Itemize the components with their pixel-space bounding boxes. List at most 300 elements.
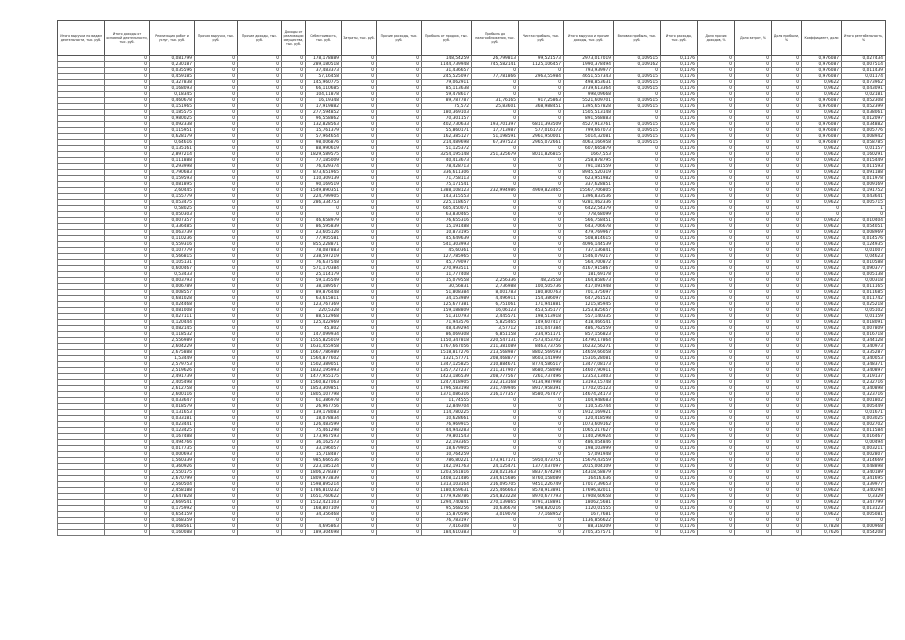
table-cell[interactable]: 23,605126 [306, 230, 342, 236]
table-cell[interactable]: 0,1176 [661, 122, 698, 128]
table-cell[interactable]: 51,310793 [422, 314, 472, 320]
table-cell[interactable]: 0,9622 [802, 434, 842, 440]
table-cell[interactable]: 0,232716 [842, 380, 886, 386]
table-cell[interactable]: 71,943576 [422, 320, 472, 326]
table-cell[interactable]: 0 [238, 314, 282, 320]
table-cell[interactable]: 0 [377, 104, 422, 110]
column-header[interactable]: Доля прибыли, % [772, 21, 802, 56]
table-cell[interactable]: 453,535177 [519, 308, 564, 314]
table-cell[interactable]: 0 [698, 422, 735, 428]
table-cell[interactable]: 0 [735, 458, 772, 464]
table-cell[interactable]: 0 [377, 284, 422, 290]
table-cell[interactable]: 88,512968 [306, 314, 342, 320]
table-cell[interactable]: 0 [802, 212, 842, 218]
column-header[interactable]: Доля прочих доходов, % [698, 21, 735, 56]
table-cell[interactable]: 0,9622 [802, 464, 842, 470]
table-cell[interactable]: 0 [342, 110, 377, 116]
table-cell[interactable]: 0 [377, 122, 422, 128]
table-cell[interactable]: 0,230187 [150, 62, 195, 68]
table-cell[interactable]: 0 [282, 254, 306, 260]
table-cell[interactable]: 0 [282, 74, 306, 80]
table-cell[interactable]: 0,327838 [150, 80, 195, 86]
table-cell[interactable]: 0 [614, 446, 661, 452]
table-cell[interactable]: 0 [614, 392, 661, 398]
table-cell[interactable]: 89,876448 [306, 290, 342, 296]
table-cell[interactable]: 0 [472, 68, 519, 74]
table-cell[interactable]: 0 [105, 212, 150, 218]
table-cell[interactable]: 0 [282, 200, 306, 206]
table-cell[interactable]: 0,9622 [802, 194, 842, 200]
table-cell[interactable]: 2,256336 [472, 278, 519, 284]
table-cell[interactable]: 0,9622 [802, 500, 842, 506]
table-cell[interactable]: 0 [195, 512, 238, 518]
table-cell[interactable]: 238,597219 [306, 254, 342, 260]
table-cell[interactable]: 0,1176 [661, 308, 698, 314]
table-cell[interactable]: 0 [772, 218, 802, 224]
table-cell[interactable]: 0 [195, 212, 238, 218]
table-cell[interactable]: 0 [238, 410, 282, 416]
table-cell[interactable]: 228,021363 [472, 470, 519, 476]
table-cell[interactable]: 1125,106457 [519, 62, 564, 68]
table-cell[interactable]: 0 [735, 206, 772, 212]
table-cell[interactable]: 0,9622 [802, 398, 842, 404]
table-cell[interactable]: 0 [698, 398, 735, 404]
table-cell[interactable]: 0 [238, 398, 282, 404]
table-cell[interactable]: 45,802 [306, 326, 342, 332]
table-cell[interactable]: 0,091188 [842, 170, 886, 176]
table-cell[interactable]: 0 [735, 128, 772, 134]
table-cell[interactable]: 120,418598 [564, 416, 614, 422]
table-cell[interactable]: 0,01174 [842, 74, 886, 80]
table-cell[interactable]: 0 [614, 218, 661, 224]
table-cell[interactable]: 0 [238, 446, 282, 452]
table-cell[interactable]: 0,1176 [661, 248, 698, 254]
table-cell[interactable]: 17017,39653 [564, 482, 614, 488]
table-cell[interactable]: 15567,706805 [564, 188, 614, 194]
table-cell[interactable]: 0 [772, 248, 802, 254]
table-cell[interactable]: 213,568987 [472, 350, 519, 356]
table-cell[interactable]: 0 [472, 194, 519, 200]
table-cell[interactable]: 10,628661 [422, 416, 472, 422]
table-cell[interactable]: 211,317907 [472, 368, 519, 374]
table-cell[interactable]: 1065,217627 [564, 428, 614, 434]
table-cell[interactable]: 486,762559 [564, 326, 614, 332]
table-cell[interactable]: 2,556989 [150, 338, 195, 344]
table-cell[interactable]: 0 [105, 194, 150, 200]
table-cell[interactable]: 0,1176 [661, 488, 698, 494]
table-cell[interactable]: 0 [472, 446, 519, 452]
table-cell[interactable]: 0 [519, 248, 564, 254]
table-cell[interactable]: 0 [377, 290, 422, 296]
table-cell[interactable]: 173,917171 [472, 458, 519, 464]
table-cell[interactable]: 0 [105, 506, 150, 512]
table-cell[interactable]: 1505,513148 [564, 110, 614, 116]
table-cell[interactable]: 0 [377, 500, 422, 506]
table-cell[interactable]: 0,976087 [802, 128, 842, 134]
table-cell[interactable]: 0 [195, 194, 238, 200]
table-cell[interactable]: 0 [306, 518, 342, 524]
table-cell[interactable]: 0 [377, 182, 422, 188]
table-cell[interactable]: 0,348371 [842, 362, 886, 368]
table-cell[interactable]: 0 [238, 476, 282, 482]
table-cell[interactable]: 0,1176 [661, 134, 698, 140]
table-cell[interactable]: 0 [105, 374, 150, 380]
table-cell[interactable]: 0 [195, 92, 238, 98]
table-cell[interactable]: 0 [195, 500, 238, 506]
table-cell[interactable]: 0,9622 [802, 494, 842, 500]
table-cell[interactable]: 0,02181 [842, 92, 886, 98]
table-cell[interactable]: 0,654159 [150, 512, 195, 518]
table-cell[interactable]: 0,1176 [661, 314, 698, 320]
table-cell[interactable]: 0 [195, 446, 238, 452]
table-cell[interactable]: 0 [472, 248, 519, 254]
table-cell[interactable]: 0 [735, 302, 772, 308]
table-cell[interactable]: 5,825465 [472, 320, 519, 326]
table-cell[interactable]: 0 [342, 398, 377, 404]
table-cell[interactable]: 0 [614, 344, 661, 350]
table-cell[interactable]: 0 [342, 116, 377, 122]
table-cell[interactable]: 0,9622 [802, 392, 842, 398]
table-cell[interactable]: 289,180518 [306, 62, 342, 68]
table-cell[interactable]: 0 [698, 56, 735, 62]
table-cell[interactable]: 0 [282, 446, 306, 452]
table-cell[interactable]: 0 [698, 320, 735, 326]
table-cell[interactable]: 541,303993 [422, 242, 472, 248]
table-cell[interactable]: 0 [377, 92, 422, 98]
table-cell[interactable]: 0,1176 [661, 110, 698, 116]
table-cell[interactable]: 0,9622 [802, 86, 842, 92]
table-cell[interactable]: 0 [282, 500, 306, 506]
table-cell[interactable]: 1,53449 [150, 356, 195, 362]
table-cell[interactable]: 0 [238, 452, 282, 458]
table-cell[interactable]: 0 [519, 410, 564, 416]
table-cell[interactable]: 0,335287 [842, 350, 886, 356]
column-header[interactable]: Итого доходы от основной деятельности, тыс. руб. [105, 21, 150, 56]
table-cell[interactable]: 0 [614, 464, 661, 470]
table-cell[interactable]: 0,1176 [661, 224, 698, 230]
table-cell[interactable]: 0 [472, 230, 519, 236]
table-cell[interactable]: 232,994986 [472, 188, 519, 194]
table-cell[interactable]: 0 [735, 272, 772, 278]
table-cell[interactable]: 184,610383 [422, 530, 472, 536]
table-cell[interactable]: 0,1176 [661, 380, 698, 386]
table-cell[interactable]: 0 [342, 56, 377, 62]
table-cell[interactable]: 0 [698, 110, 735, 116]
table-cell[interactable]: 791,181559 [564, 164, 614, 170]
table-cell[interactable]: 0 [772, 308, 802, 314]
table-cell[interactable]: 0 [342, 260, 377, 266]
table-cell[interactable]: 0 [772, 488, 802, 494]
column-header[interactable]: Затраты, тыс. руб. [342, 21, 377, 56]
table-cell[interactable]: 0,109515 [614, 98, 661, 104]
table-cell[interactable]: 0 [282, 176, 306, 182]
table-cell[interactable]: 59,478617 [422, 92, 472, 98]
table-cell[interactable]: 76,429374 [306, 164, 342, 170]
table-cell[interactable]: 1180,659631 [422, 488, 472, 494]
table-cell[interactable]: 0 [195, 74, 238, 80]
table-cell[interactable]: 0 [238, 368, 282, 374]
table-cell[interactable]: 89,787787 [422, 98, 472, 104]
table-cell[interactable]: 0 [342, 284, 377, 290]
table-cell[interactable]: 0 [238, 110, 282, 116]
table-cell[interactable]: 9451,226749 [519, 482, 564, 488]
table-cell[interactable]: 0 [195, 284, 238, 290]
table-cell[interactable]: 0 [472, 92, 519, 98]
table-cell[interactable]: 0 [519, 236, 564, 242]
table-cell[interactable]: 0 [614, 236, 661, 242]
table-cell[interactable]: 0 [282, 428, 306, 434]
table-cell[interactable]: 0 [519, 92, 564, 98]
table-cell[interactable]: 0,1176 [661, 500, 698, 506]
table-cell[interactable]: 0 [238, 194, 282, 200]
table-cell[interactable]: 0 [698, 494, 735, 500]
table-cell[interactable]: 0 [772, 422, 802, 428]
table-cell[interactable]: 0 [282, 224, 306, 230]
table-cell[interactable]: 6811,393509 [519, 122, 564, 128]
table-cell[interactable]: 0 [105, 248, 150, 254]
table-cell[interactable]: 0 [519, 116, 564, 122]
table-cell[interactable]: 0,9622 [802, 92, 842, 98]
table-cell[interactable]: 0 [342, 230, 377, 236]
table-cell[interactable]: 0 [105, 434, 150, 440]
table-cell[interactable]: 0,115951 [150, 128, 195, 134]
table-cell[interactable]: 0 [735, 416, 772, 422]
table-cell[interactable]: 0 [282, 314, 306, 320]
table-cell[interactable]: 0,1176 [661, 344, 698, 350]
table-cell[interactable]: 0 [377, 128, 422, 134]
table-cell[interactable]: 0 [519, 182, 564, 188]
table-cell[interactable]: 0 [614, 188, 661, 194]
table-cell[interactable]: 0 [105, 290, 150, 296]
table-cell[interactable]: 10,636678 [472, 506, 519, 512]
table-cell[interactable]: 0 [195, 314, 238, 320]
table-cell[interactable]: 0,1176 [661, 152, 698, 158]
table-cell[interactable]: 51,198591 [472, 134, 519, 140]
table-cell[interactable]: 1377,037097 [519, 464, 564, 470]
table-cell[interactable]: 0,293998 [150, 164, 195, 170]
table-cell[interactable]: 1120,01555 [564, 506, 614, 512]
table-cell[interactable]: 0 [519, 158, 564, 164]
table-cell[interactable]: 0,007357 [150, 218, 195, 224]
table-cell[interactable]: 0 [698, 440, 735, 446]
column-header[interactable]: Реализация работ и услуг, тыс. руб. [150, 21, 195, 56]
table-cell[interactable]: 0 [614, 164, 661, 170]
table-cell[interactable]: 225,466663 [472, 488, 519, 494]
table-cell[interactable]: 0,559316 [150, 242, 195, 248]
table-cell[interactable]: 0 [698, 356, 735, 362]
table-cell[interactable]: 0 [735, 518, 772, 524]
table-cell[interactable]: 4651,557343 [564, 74, 614, 80]
table-cell[interactable]: 0 [342, 158, 377, 164]
table-cell[interactable]: 0 [195, 332, 238, 338]
table-cell[interactable]: 0 [195, 494, 238, 500]
table-cell[interactable]: 0 [377, 170, 422, 176]
table-cell[interactable]: 0 [105, 116, 150, 122]
table-cell[interactable]: 0 [735, 422, 772, 428]
table-cell[interactable]: 159,188809 [422, 308, 472, 314]
table-cell[interactable]: 0 [238, 356, 282, 362]
table-cell[interactable]: 0 [614, 212, 661, 218]
table-cell[interactable]: 0 [238, 164, 282, 170]
table-cell[interactable]: 125,422969 [306, 320, 342, 326]
table-cell[interactable]: 0 [772, 428, 802, 434]
table-cell[interactable]: 0 [377, 194, 422, 200]
table-cell[interactable]: 2,647828 [150, 494, 195, 500]
table-cell[interactable]: 0 [772, 506, 802, 512]
table-cell[interactable]: 0 [195, 188, 238, 194]
table-cell[interactable]: 0 [238, 230, 282, 236]
table-cell[interactable]: 30,56831 [422, 284, 472, 290]
table-cell[interactable]: 0 [105, 272, 150, 278]
table-cell[interactable]: 0 [195, 416, 238, 422]
table-cell[interactable]: 0 [195, 410, 238, 416]
table-cell[interactable]: 34,153989 [422, 296, 472, 302]
table-cell[interactable]: 0 [377, 386, 422, 392]
table-cell[interactable]: 0,1176 [661, 302, 698, 308]
table-cell[interactable]: 793,939977 [564, 68, 614, 74]
table-cell[interactable]: 0 [772, 344, 802, 350]
table-cell[interactable]: 0 [377, 518, 422, 524]
table-cell[interactable]: 0 [105, 428, 150, 434]
table-cell[interactable]: 0 [282, 506, 306, 512]
column-header[interactable]: Итого расходы, тыс. руб. [661, 21, 698, 56]
table-cell[interactable]: 13477,08173 [564, 362, 614, 368]
table-cell[interactable]: 0,9622 [802, 302, 842, 308]
table-cell[interactable]: 0 [238, 362, 282, 368]
table-cell[interactable]: 0 [735, 290, 772, 296]
table-cell[interactable]: 0 [772, 458, 802, 464]
table-cell[interactable]: 0 [306, 212, 342, 218]
table-cell[interactable]: 0 [614, 248, 661, 254]
table-cell[interactable]: 0 [735, 524, 772, 530]
table-cell[interactable]: 0,9622 [802, 338, 842, 344]
table-cell[interactable]: 0 [105, 152, 150, 158]
table-cell[interactable]: 0 [238, 128, 282, 134]
table-cell[interactable]: 17,713987 [472, 128, 519, 134]
table-cell[interactable]: 0 [735, 440, 772, 446]
table-cell[interactable]: 0 [377, 212, 422, 218]
table-cell[interactable]: 0 [735, 338, 772, 344]
table-cell[interactable]: 0,9622 [802, 218, 842, 224]
table-cell[interactable]: 8970,677793 [519, 494, 564, 500]
table-cell[interactable]: 0 [105, 170, 150, 176]
table-cell[interactable]: 0 [105, 296, 150, 302]
table-cell[interactable]: 0 [772, 140, 802, 146]
table-cell[interactable]: 225,118657 [422, 200, 472, 206]
table-cell[interactable]: 0 [519, 176, 564, 182]
table-cell[interactable]: 88,990619 [306, 146, 342, 152]
table-cell[interactable]: 0 [282, 518, 306, 524]
table-cell[interactable]: 0 [802, 518, 842, 524]
table-cell[interactable]: 0,9622 [802, 512, 842, 518]
table-cell[interactable]: 917,25863 [519, 98, 564, 104]
table-cell[interactable]: 208,777567 [472, 374, 519, 380]
table-cell[interactable]: 0,9622 [802, 272, 842, 278]
table-cell[interactable]: 0 [195, 320, 238, 326]
table-cell[interactable]: 0 [772, 98, 802, 104]
table-cell[interactable]: 26,799813 [472, 56, 519, 62]
table-cell[interactable]: 0 [377, 350, 422, 356]
table-cell[interactable]: 0 [195, 386, 238, 392]
table-cell[interactable]: 0 [238, 524, 282, 530]
table-cell[interactable]: 0,1176 [661, 86, 698, 92]
table-cell[interactable]: 51,125372 [422, 146, 472, 152]
table-cell[interactable]: 4063,166958 [564, 140, 614, 146]
table-cell[interactable]: 0 [105, 230, 150, 236]
table-cell[interactable]: 86,069308 [422, 332, 472, 338]
table-cell[interactable]: 0 [772, 284, 802, 290]
table-cell[interactable]: 0 [377, 272, 422, 278]
table-cell[interactable]: 2,519626 [150, 368, 195, 374]
table-cell[interactable]: 0 [772, 374, 802, 380]
table-cell[interactable]: 1779,928786 [422, 494, 472, 500]
table-cell[interactable]: 0 [377, 56, 422, 62]
table-cell[interactable]: 0,081895 [150, 182, 195, 188]
table-cell[interactable]: 0 [614, 512, 661, 518]
table-cell[interactable]: 0 [698, 206, 735, 212]
table-cell[interactable]: 0,1176 [661, 446, 698, 452]
table-cell[interactable]: 598,820216 [519, 506, 564, 512]
table-cell[interactable]: 0 [735, 248, 772, 254]
table-cell[interactable]: 37,483373 [306, 68, 342, 74]
table-cell[interactable]: 0 [377, 236, 422, 242]
table-cell[interactable]: 0,1176 [661, 164, 698, 170]
table-cell[interactable]: 0,109515 [614, 140, 661, 146]
table-cell[interactable]: 737,136841 [564, 248, 614, 254]
table-cell[interactable]: 0 [614, 230, 661, 236]
table-cell[interactable]: 0 [614, 260, 661, 266]
table-cell[interactable]: 181,69178 [564, 272, 614, 278]
table-cell[interactable]: 0 [772, 410, 802, 416]
table-cell[interactable]: 4096,144539 [564, 242, 614, 248]
table-cell[interactable]: 0,9622 [802, 416, 842, 422]
column-header[interactable]: Коэффициент, доли [802, 21, 842, 56]
table-cell[interactable]: 2,405498 [150, 380, 195, 386]
table-cell[interactable]: 8774,586517 [519, 362, 564, 368]
table-cell[interactable]: 0 [614, 356, 661, 362]
table-cell[interactable]: 67,397523 [472, 140, 519, 146]
table-cell[interactable]: 0 [472, 428, 519, 434]
table-cell[interactable]: 0 [195, 80, 238, 86]
table-cell[interactable]: 0 [698, 410, 735, 416]
table-cell[interactable]: 0,048898 [842, 464, 886, 470]
table-cell[interactable]: 286,334753 [306, 200, 342, 206]
table-cell[interactable]: 0,9622 [802, 110, 842, 116]
table-cell[interactable]: 0 [772, 80, 802, 86]
table-cell[interactable]: 0,9622 [802, 152, 842, 158]
table-cell[interactable]: 0,1176 [661, 416, 698, 422]
table-cell[interactable]: 0 [342, 344, 377, 350]
table-cell[interactable]: 0 [614, 500, 661, 506]
column-header[interactable]: Чистая прибыль, тыс. руб. [519, 21, 564, 56]
table-cell[interactable]: 0 [698, 218, 735, 224]
table-cell[interactable]: 0,1176 [661, 494, 698, 500]
table-cell[interactable]: 2961,950001 [519, 134, 564, 140]
table-cell[interactable]: 0 [772, 350, 802, 356]
table-cell[interactable]: 0 [282, 440, 306, 446]
table-cell[interactable]: 0 [195, 482, 238, 488]
table-cell[interactable]: 0,9622 [802, 506, 842, 512]
table-cell[interactable]: 0,1176 [661, 428, 698, 434]
table-cell[interactable]: 48,23558 [519, 278, 564, 284]
table-cell[interactable]: 0 [238, 338, 282, 344]
table-cell[interactable]: 0 [342, 188, 377, 194]
table-cell[interactable]: 0,9622 [802, 410, 842, 416]
table-cell[interactable]: 0 [772, 272, 802, 278]
table-cell[interactable]: 0 [377, 176, 422, 182]
table-cell[interactable]: 0,9622 [802, 80, 842, 86]
table-cell[interactable]: 75,572 [422, 104, 472, 110]
